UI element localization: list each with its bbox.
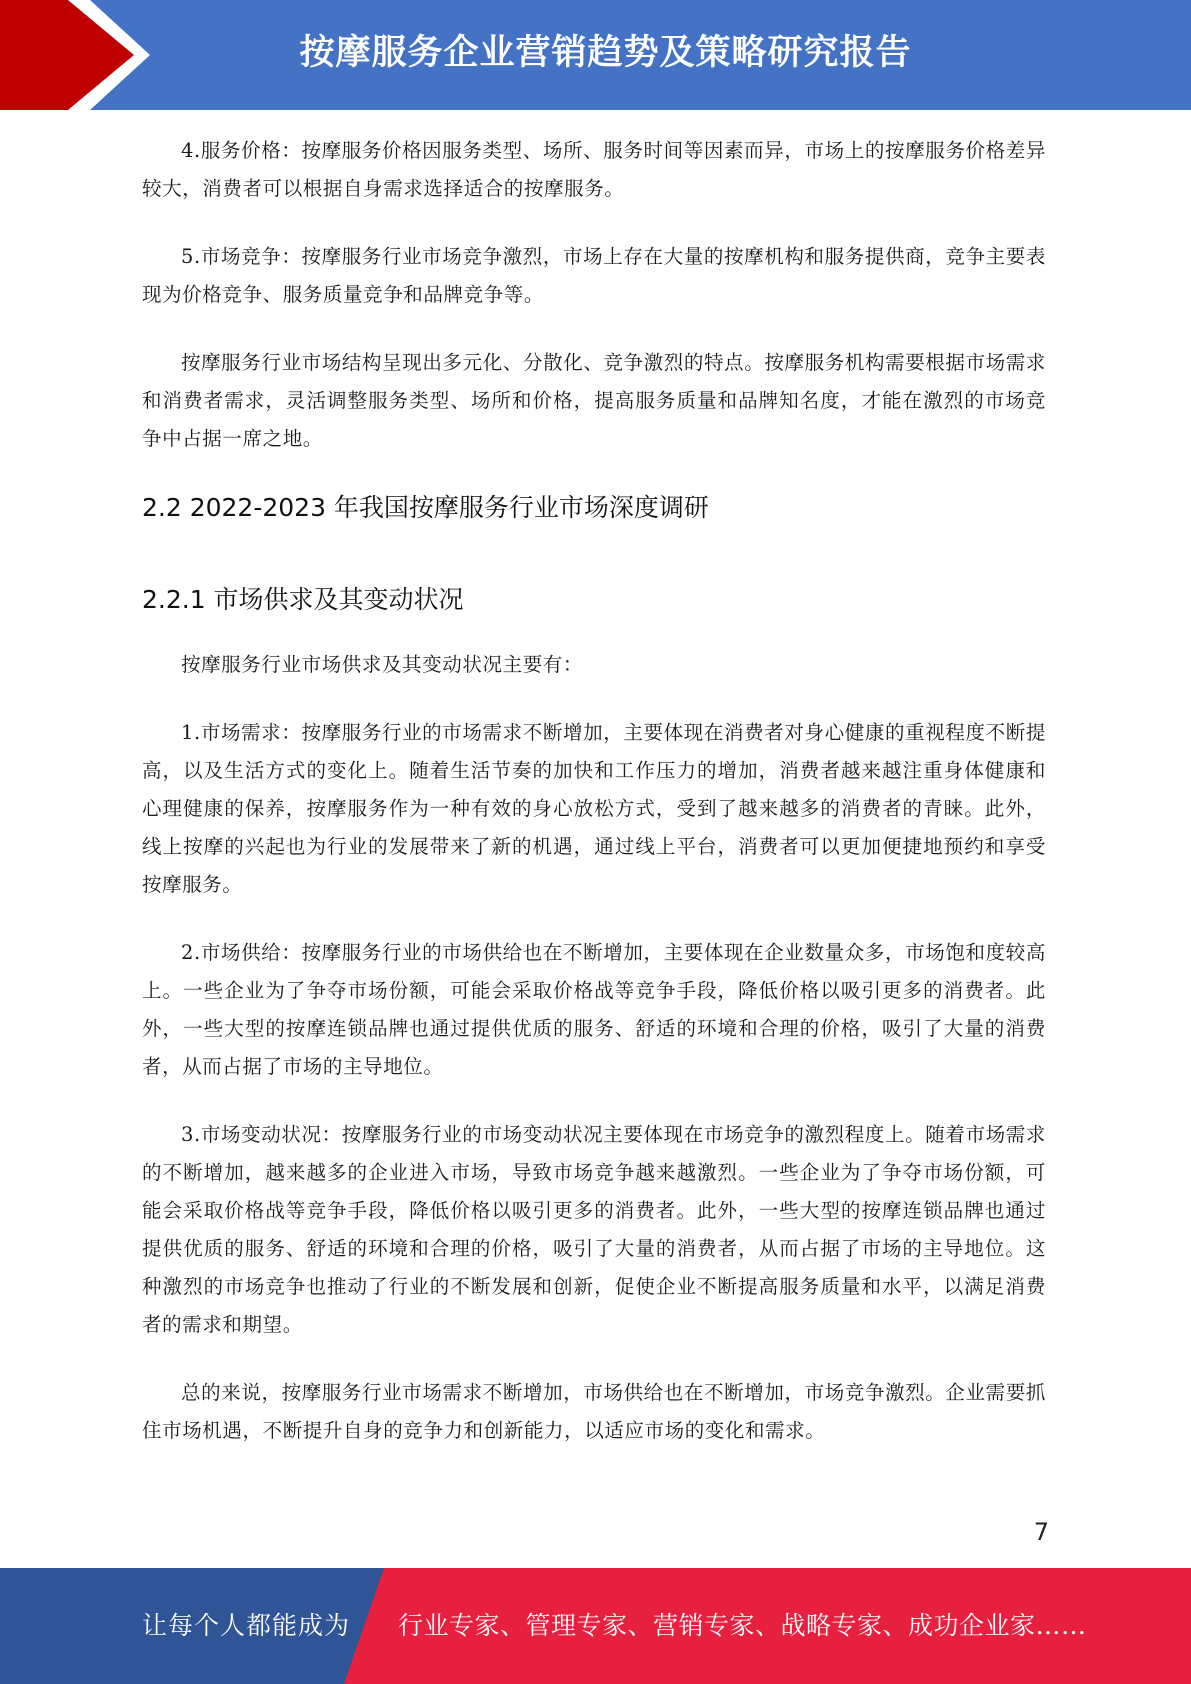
section-heading-2-2: 2.2 2022-2023 年我国按摩服务行业市场深度调研 xyxy=(142,493,709,522)
footer-slogan-right: 行业专家、管理专家、营销专家、战略专家、成功企业家…… xyxy=(398,1611,1087,1640)
paragraph-supply-demand-intro: 按摩服务行业市场供求及其变动状况主要有： xyxy=(181,653,584,676)
section-heading-2-2-1: 2.2.1 市场供求及其变动状况 xyxy=(142,585,464,614)
document-body xyxy=(142,132,1046,1450)
page-header xyxy=(0,0,1191,110)
paragraph-market-change: 3.市场变动状况：按摩服务行业的市场变动状况主要体现在市场竞争的激烈程度上。随着市场需求的不断增加，越来越多的企业进入市场，导致市场竞争越来越激烈。一些企业为了争夺市场份额，可能会采取价格战等竞争手段，降低价格以吸引更多的消费者。此外，一些大型的按摩连锁品牌也通过提供优质的服务、舒适的环境和合理的价格，吸引了大量的消费者，从而占据了市场的主导地位。这种激烈的市场竞争也推动了行业的不断发展和创新，促使企业不断提高服务质量和水平，以满足消费者的需求和期望。 xyxy=(142,1123,1046,1336)
page-number: 7 xyxy=(1033,1518,1049,1546)
page-footer xyxy=(0,1568,1191,1684)
footer-slogan-left: 让每个人都能成为 xyxy=(142,1611,351,1640)
paragraph-market-supply: 2.市场供给：按摩服务行业的市场供给也在不断增加，主要体现在企业数量众多，市场饱和度较高上。一些企业为了争夺市场份额，可能会采取价格战等竞争手段，降低价格以吸引更多的消费者。此外，一些大型的按摩连锁品牌也通过提供优质的服务、舒适的环境和合理的价格，吸引了大量的消费者，从而占据了市场的主导地位。 xyxy=(142,941,1046,1078)
paragraph-market-demand: 1.市场需求：按摩服务行业的市场需求不断增加，主要体现在消费者对身心健康的重视程度不断提高，以及生活方式的变化上。随着生活节奏的加快和工作压力的增加，消费者越来越注重身体健康和心理健康的保养，按摩服务作为一种有效的身心放松方式，受到了越来越多的消费者的青睐。此外，线上按摩的兴起也为行业的发展带来了新的机遇，通过线上平台，消费者可以更加便捷地预约和享受按摩服务。 xyxy=(142,721,1046,896)
report-title: 按摩服务企业营销趋势及策略研究报告 xyxy=(299,33,912,73)
paragraph-service-price: 4.服务价格：按摩服务价格因服务类型、场所、服务时间等因素而异，市场上的按摩服务价格差异较大，消费者可以根据自身需求选择适合的按摩服务。 xyxy=(142,139,1046,200)
paragraph-summary: 总的来说，按摩服务行业市场需求不断增加，市场供给也在不断增加，市场竞争激烈。企业需要抓住市场机遇，不断提升自身的竞争力和创新能力，以适应市场的变化和需求。 xyxy=(142,1381,1046,1442)
paragraph-market-structure: 按摩服务行业市场结构呈现出多元化、分散化、竞争激烈的特点。按摩服务机构需要根据市场需求和消费者需求，灵活调整服务类型、场所和价格，提高服务质量和品牌知名度，才能在激烈的市场竞争中占据一席之地。 xyxy=(142,351,1046,450)
paragraph-market-competition: 5.市场竞争：按摩服务行业市场竞争激烈，市场上存在大量的按摩机构和服务提供商，竞争主要表现为价格竞争、服务质量竞争和品牌竞争等。 xyxy=(142,245,1046,306)
